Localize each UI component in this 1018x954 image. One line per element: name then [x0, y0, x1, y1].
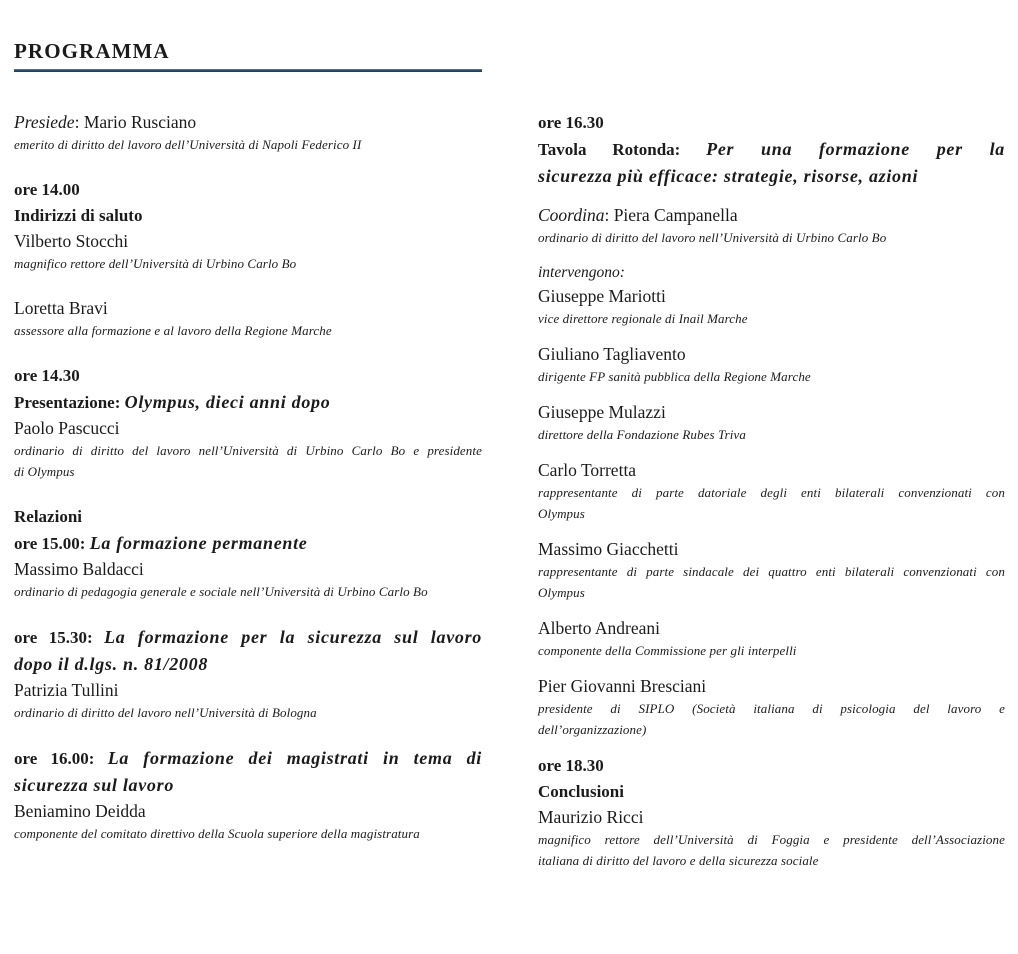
session-heading [538, 779, 1005, 805]
session-heading [14, 177, 482, 203]
person-name [14, 678, 482, 702]
text-segment: Relazioni [14, 507, 82, 526]
text-segment: Indirizzi di saluto [14, 206, 143, 225]
text-segment: Massimo Giacchetti [538, 539, 679, 559]
text-segment: italiana di diritto del lavoro e della sicurezza sociale [538, 853, 819, 868]
program-entry [14, 110, 482, 155]
person-name [538, 805, 1005, 829]
text-segment: La formazione dei magistrati in tema di [107, 748, 483, 768]
text-segment: rappresentante di parte sindacale dei quattro enti bilaterali convenzionati con [538, 564, 1005, 579]
text-segment: ordinario di pedagogia generale e sociale nell’Università di Urbino Carlo Bo [14, 584, 428, 599]
session-heading [14, 772, 482, 799]
program-columns [14, 110, 1005, 884]
person-role [538, 719, 1005, 740]
session-heading [14, 389, 482, 416]
text-segment: : Piera Campanella [604, 205, 738, 225]
text-segment: ore 16.30 [538, 113, 604, 132]
text-segment: emerito di diritto del lavoro dell’Università di Napoli Federico II [14, 137, 362, 152]
session-heading [14, 624, 482, 651]
program-entry [14, 363, 482, 482]
session-heading [538, 753, 1005, 779]
person-role [14, 320, 482, 341]
person-name [538, 400, 1005, 424]
text-segment: componente della Commissione per gli interpelli [538, 643, 797, 658]
text-segment: vice direttore regionale di Inail Marche [538, 311, 748, 326]
text-segment: ore 16.00: [14, 749, 108, 768]
text-segment: Alberto Andreani [538, 618, 660, 638]
program-entry [538, 537, 1005, 603]
text-segment: Per una formazione per la [706, 139, 1005, 159]
text-segment: Loretta Bravi [14, 298, 108, 318]
session-heading [14, 504, 482, 530]
text-segment: ore 15.00: [14, 534, 90, 553]
title-underline-rule [14, 69, 482, 72]
text-segment: di Olympus [14, 464, 75, 479]
page-title: PROGRAMMA [14, 39, 170, 63]
program-entry [14, 296, 482, 341]
text-segment: Giuseppe Mulazzi [538, 402, 666, 422]
text-segment: sicurezza sul lavoro [14, 775, 175, 795]
person-name [538, 616, 1005, 640]
person-role [538, 698, 1005, 719]
session-heading [14, 745, 482, 772]
program-column-1 [14, 110, 482, 884]
text-segment: intervengono: [538, 264, 625, 281]
text-segment: Vilberto Stocchi [14, 231, 129, 251]
text-segment: Giuseppe Mariotti [538, 286, 666, 306]
person-role [538, 366, 1005, 387]
person-name [14, 799, 482, 823]
program-entry [538, 203, 1005, 248]
person-name [538, 203, 1005, 227]
text-segment: Presentazione: [14, 393, 125, 412]
session-heading [538, 110, 1005, 136]
text-segment: Olympus, dieci anni dopo [124, 392, 331, 412]
program-entry [538, 753, 1005, 871]
person-role [538, 503, 1005, 524]
text-segment: ordinario di diritto del lavoro nell’Università di Urbino Carlo Bo e presidente [14, 443, 482, 458]
person-role [14, 461, 482, 482]
text-segment: Pier Giovanni Bresciani [538, 676, 707, 696]
session-heading [14, 203, 482, 229]
person-role [538, 582, 1005, 603]
program-entry [14, 745, 482, 844]
text-segment: magnifico rettore dell’Università di Foggia e presidente dell’Associazione [538, 832, 1005, 847]
person-role [14, 253, 482, 274]
section-lead [538, 261, 1005, 284]
person-name [538, 458, 1005, 482]
text-segment: magnifico rettore dell’Università di Urbino Carlo Bo [14, 256, 297, 271]
text-segment: ore 14.00 [14, 180, 80, 199]
program-entry [538, 616, 1005, 661]
session-heading [14, 363, 482, 389]
text-segment: ordinario di diritto del lavoro nell’Università di Urbino Carlo Bo [538, 230, 887, 245]
text-segment: dell’organizzazione) [538, 722, 647, 737]
session-heading [538, 136, 1005, 163]
program-column-2 [538, 110, 1005, 884]
person-role [14, 134, 482, 155]
program-entry [538, 110, 1005, 190]
person-role [538, 829, 1005, 850]
text-segment: Patrizia Tullini [14, 680, 119, 700]
text-segment: : Mario Rusciano [74, 112, 197, 132]
person-role [538, 640, 1005, 661]
person-role [538, 482, 1005, 503]
text-segment: ore 14.30 [14, 366, 80, 385]
text-segment: Massimo Baldacci [14, 559, 144, 579]
text-segment: Conclusioni [538, 782, 624, 801]
text-segment: La formazione per la sicurezza sul lavoro [104, 627, 482, 647]
text-segment: Tavola Rotonda: [538, 140, 707, 159]
text-segment: assessore alla formazione e al lavoro della Regione Marche [14, 323, 332, 338]
text-segment: rappresentante di parte datoriale degli enti bilaterali convenzionati con [538, 485, 1005, 500]
person-name [538, 342, 1005, 366]
text-segment: ore 15.30: [14, 628, 105, 647]
text-segment: Coordina [538, 205, 605, 225]
text-segment: Paolo Pascucci [14, 418, 120, 438]
program-entry [14, 504, 482, 602]
text-segment: La formazione permanente [89, 533, 308, 553]
text-segment: Giuliano Tagliavento [538, 344, 686, 364]
person-name [538, 674, 1005, 698]
person-role [538, 227, 1005, 248]
person-role [538, 561, 1005, 582]
person-role [538, 424, 1005, 445]
text-segment: dopo il d.lgs. n. 81/2008 [14, 654, 209, 674]
person-name [538, 284, 1005, 308]
session-heading [14, 530, 482, 557]
session-heading [538, 163, 1005, 190]
program-entry [538, 400, 1005, 445]
text-segment: Beniamino Deidda [14, 801, 146, 821]
program-entry [14, 624, 482, 723]
program-entry [538, 261, 1005, 329]
text-segment: Carlo Torretta [538, 460, 637, 480]
text-segment: componente del comitato direttivo della Scuola superiore della magistratura [14, 826, 420, 841]
text-segment: ore 18.30 [538, 756, 604, 775]
person-name [538, 537, 1005, 561]
person-name [14, 110, 482, 134]
text-segment: direttore della Fondazione Rubes Triva [538, 427, 746, 442]
person-name [14, 229, 482, 253]
person-role [14, 581, 482, 602]
text-segment: sicurezza più efficace: strategie, risorse, azioni [538, 166, 919, 186]
person-role [538, 308, 1005, 329]
program-entry [538, 342, 1005, 387]
session-heading [14, 651, 482, 678]
program-entry [538, 458, 1005, 524]
text-segment: Olympus [538, 585, 585, 600]
person-role [14, 440, 482, 461]
text-segment: Maurizio Ricci [538, 807, 644, 827]
person-name [14, 296, 482, 320]
text-segment: dirigente FP sanità pubblica della Regione Marche [538, 369, 811, 384]
person-name [14, 416, 482, 440]
text-segment: Presiede [14, 112, 75, 132]
program-entry [538, 674, 1005, 740]
program-entry [14, 177, 482, 274]
text-segment: presidente di SIPLO (Società italiana di psicologia del lavoro e [538, 701, 1005, 716]
person-role [538, 850, 1005, 871]
person-role [14, 823, 482, 844]
person-role [14, 702, 482, 723]
person-name [14, 557, 482, 581]
document-header [14, 38, 482, 72]
text-segment: Olympus [538, 506, 585, 521]
text-segment: ordinario di diritto del lavoro nell’Università di Bologna [14, 705, 317, 720]
